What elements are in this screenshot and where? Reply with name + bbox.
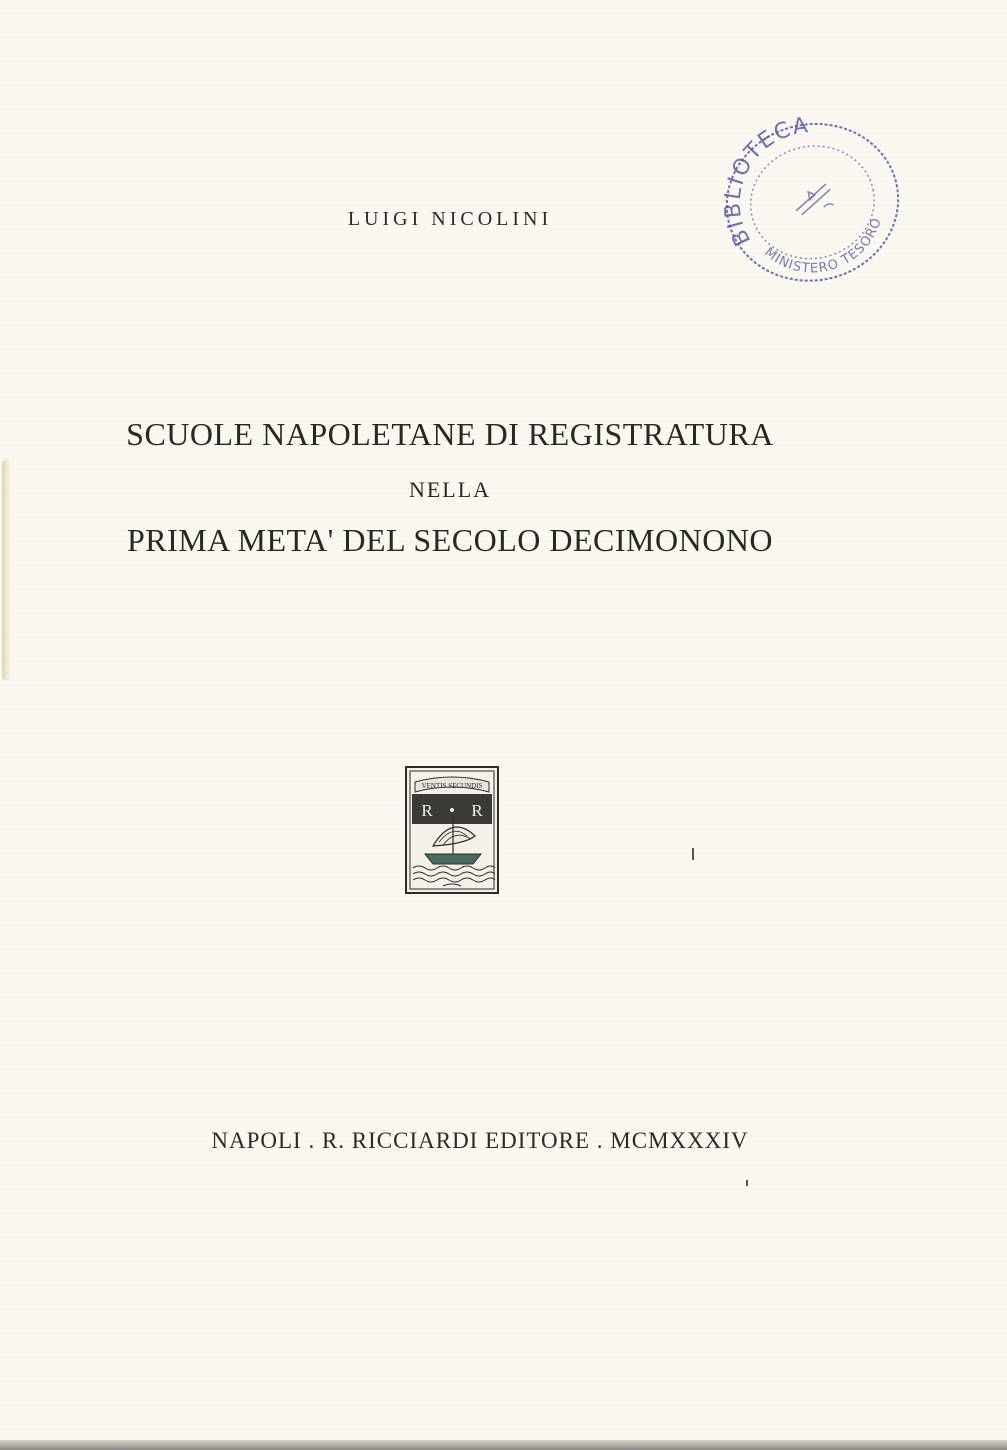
title-line-2: NELLA: [408, 477, 492, 502]
stamp-top-text: BIBLIOTECA: [720, 112, 812, 250]
stamp-bottom-text: MINISTERO TESORO: [761, 215, 885, 277]
title-line-3: PRIMA META' DEL SECOLO DECIMONONO: [126, 522, 774, 558]
emblem-motto: VENTIS SECUNDIS: [421, 782, 483, 790]
paper-speck: [746, 1180, 748, 1186]
publisher-emblem: [405, 766, 499, 894]
emblem-monogram-left: R: [421, 801, 433, 820]
spine-stain: [2, 460, 10, 680]
paper-speck: [692, 848, 694, 860]
svg-text:BIBLIOTECA: [704, 112, 833, 251]
publisher-imprint: NAPOLI . R. RICCIARDI EDITORE . MCMXXXIV: [211, 1128, 749, 1153]
author-name: LUIGI NICOLINI: [347, 208, 553, 230]
library-stamp: [697, 90, 921, 310]
emblem-monogram-right: R: [471, 801, 483, 820]
stamp-center-emblem-icon: [792, 183, 834, 215]
scan-edge: [0, 1440, 1007, 1450]
title-line-1: SCUOLE NAPOLETANE DI REGISTRATURA: [126, 416, 774, 452]
